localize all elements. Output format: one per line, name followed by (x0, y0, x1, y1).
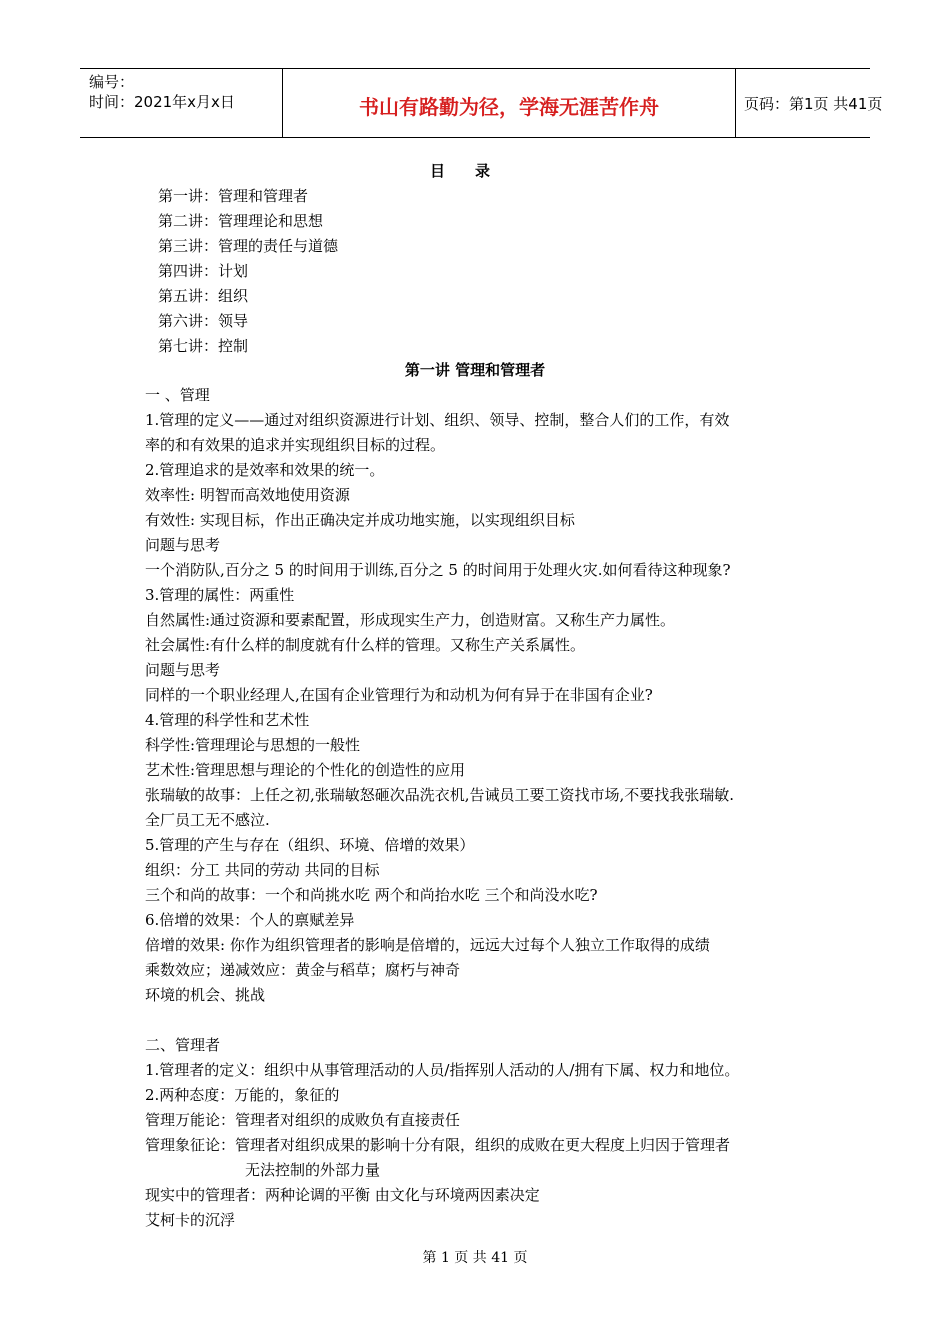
body-line: 艺术性:管理思想与理论的个性化的创造性的应用 (145, 761, 466, 779)
page-footer: 第 1 页 共 41 页 (422, 1250, 528, 1266)
section-title: 第一讲 管理和管理者 (404, 361, 546, 379)
body-line: 1.管理的定义——通过对组织资源进行计划、组织、领导、控制，整合人们的工作，有效 (145, 411, 730, 429)
motto-text: 书山有路勤为径，学海无涯苦作舟 (359, 95, 659, 119)
body-line: 三个和尚的故事：一个和尚挑水吃 两个和尚抬水吃 三个和尚没水吃? (145, 886, 598, 904)
body-line: 3.管理的属性：两重性 (145, 586, 295, 604)
body-line: 组织：分工 共同的劳动 共同的目标 (145, 861, 380, 879)
body-line: 社会属性:有什么样的制度就有什么样的管理。又称生产关系属性。 (145, 636, 586, 654)
body-line: 环境的机会、挑战 (145, 986, 266, 1004)
body-line: 艾柯卡的沉浮 (145, 1211, 236, 1229)
header-meta-cell (80, 69, 282, 137)
toc-item: 第四讲：计划 (158, 262, 249, 280)
toc-item: 第三讲：管理的责任与道德 (158, 237, 339, 255)
serial-label: 编号： (89, 73, 135, 91)
body-line: 5.管理的产生与存在（组织、环境、倍增的效果） (145, 836, 475, 854)
body-line: 一个消防队,百分之 5 的时间用于训练,百分之 5 的时间用于处理火灾.如何看待这种现象? (145, 561, 731, 579)
body-line: 管理象征论：管理者对组织成果的影响十分有限，组织的成败在更大程度上归因于管理者 (145, 1136, 731, 1154)
body-line: 科学性:管理理论与思想的一般性 (145, 736, 361, 754)
body-line: 问题与思考 (145, 536, 221, 554)
body-line: 同样的一个职业经理人,在国有企业管理行为和动机为何有异于在非国有企业? (145, 686, 653, 704)
body-line: 1.管理者的定义：组织中从事管理活动的人员/指挥别人活动的人/拥有下属、权力和地位。 (145, 1061, 740, 1079)
table-of-contents (158, 184, 338, 359)
section-body (145, 383, 825, 1233)
page-label: 页码：第1页 共41页 (744, 95, 883, 113)
body-line: 4.管理的科学性和艺术性 (145, 711, 310, 729)
toc-title: 目录 (429, 162, 520, 180)
toc-item: 第一讲：管理和管理者 (158, 187, 309, 205)
body-line: 率的和有效果的追求并实现组织目标的过程。 (145, 436, 446, 454)
header-page-cell (735, 69, 883, 137)
body-line: 管理万能论：管理者对组织的成败负有直接责任 (145, 1111, 461, 1129)
header-motto-cell (282, 69, 736, 137)
body-line: 自然属性:通过资源和要素配置，形成现实生产力，创造财富。又称生产力属性。 (145, 611, 676, 629)
body-line: 效率性: 明智而高效地使用资源 (145, 486, 350, 504)
body-line: 无法控制的外部力量 (245, 1161, 381, 1179)
body-line: 问题与思考 (145, 661, 221, 679)
body-line: 现实中的管理者：两种论调的平衡 由文化与环境两因素决定 (145, 1186, 540, 1204)
toc-item: 第六讲：领导 (158, 312, 249, 330)
toc-item: 第二讲：管理理论和思想 (158, 212, 324, 230)
body-line: 一 、管理 (145, 386, 210, 404)
body-line: 全厂员工无不感泣. (145, 811, 270, 829)
body-line: 张瑞敏的故事：上任之初,张瑞敏怒砸次品洗衣机,告诫员工要工资找市场,不要找我张瑞敏. (145, 786, 735, 804)
page-header (80, 68, 883, 138)
toc-item: 第五讲：组织 (158, 287, 249, 305)
body-line: 二、管理者 (145, 1036, 221, 1054)
body-line: 2.管理追求的是效率和效果的统一。 (145, 461, 385, 479)
toc-item: 第七讲：控制 (158, 337, 249, 355)
body-line: 6.倍增的效果：个人的禀赋差异 (145, 911, 355, 929)
time-label: 时间：2021年x月x日 (89, 93, 235, 111)
body-line (145, 1008, 825, 1033)
body-line: 2.两种态度：万能的，象征的 (145, 1086, 340, 1104)
body-line: 倍增的效果: 你作为组织管理者的影响是倍增的，远远大过每个人独立工作取得的成绩 (145, 936, 710, 954)
body-line: 有效性: 实现目标，作出正确决定并成功地实施，以实现组织目标 (145, 511, 575, 529)
body-line: 乘数效应；递减效应：黄金与稻草；腐朽与神奇 (145, 961, 461, 979)
